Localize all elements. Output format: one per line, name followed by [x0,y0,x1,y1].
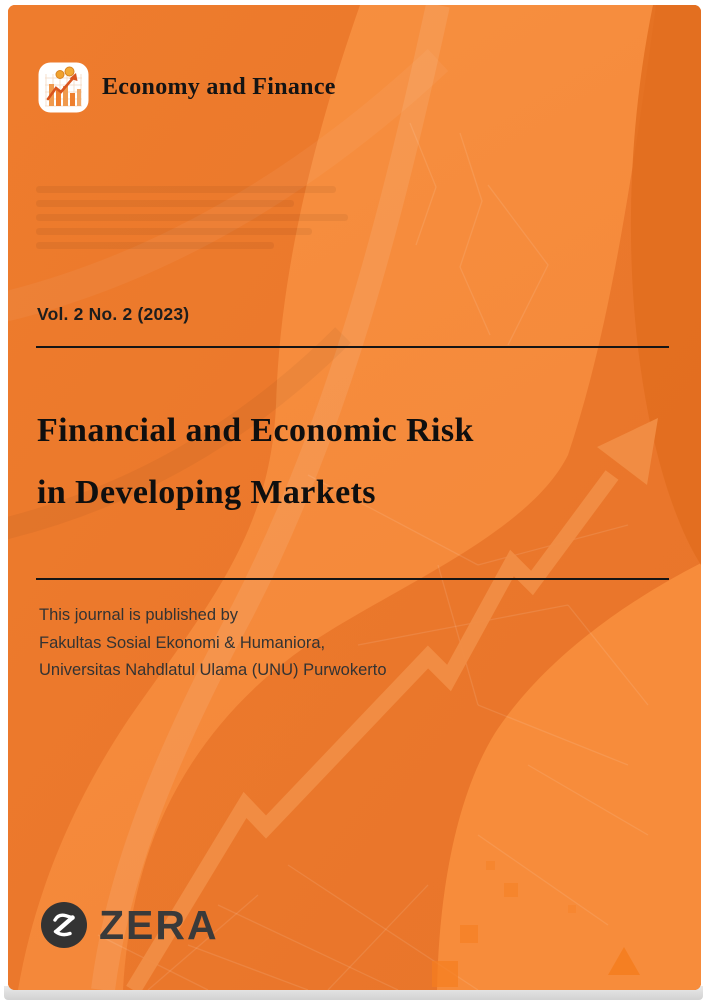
zera-z-icon [40,901,88,949]
cover-content [8,5,701,990]
publisher-info [39,602,387,685]
journal-brand [38,62,336,113]
issue-label: Vol. 2 No. 2 (2023) [37,304,190,324]
publisher-line1: This journal is published by [39,606,239,624]
divider-bottom [36,578,669,580]
bar-chart-growth-icon [38,62,89,113]
zera-logo [40,901,219,949]
cover-title-line2: in Developing Markets [37,474,376,511]
journal-name: Economy and Finance [102,74,336,100]
publisher-line3: Universitas Nahdlatul Ulama (UNU) Purwokerto [39,661,387,679]
publisher-line2: Fakultas Sosial Ekonomi & Humaniora, [39,633,326,652]
cover-title [37,400,637,524]
zera-wordmark: ZERA [99,901,219,948]
cover-title-line1: Financial and Economic Risk [37,412,474,449]
divider-top [36,346,669,348]
journal-cover [8,5,701,990]
